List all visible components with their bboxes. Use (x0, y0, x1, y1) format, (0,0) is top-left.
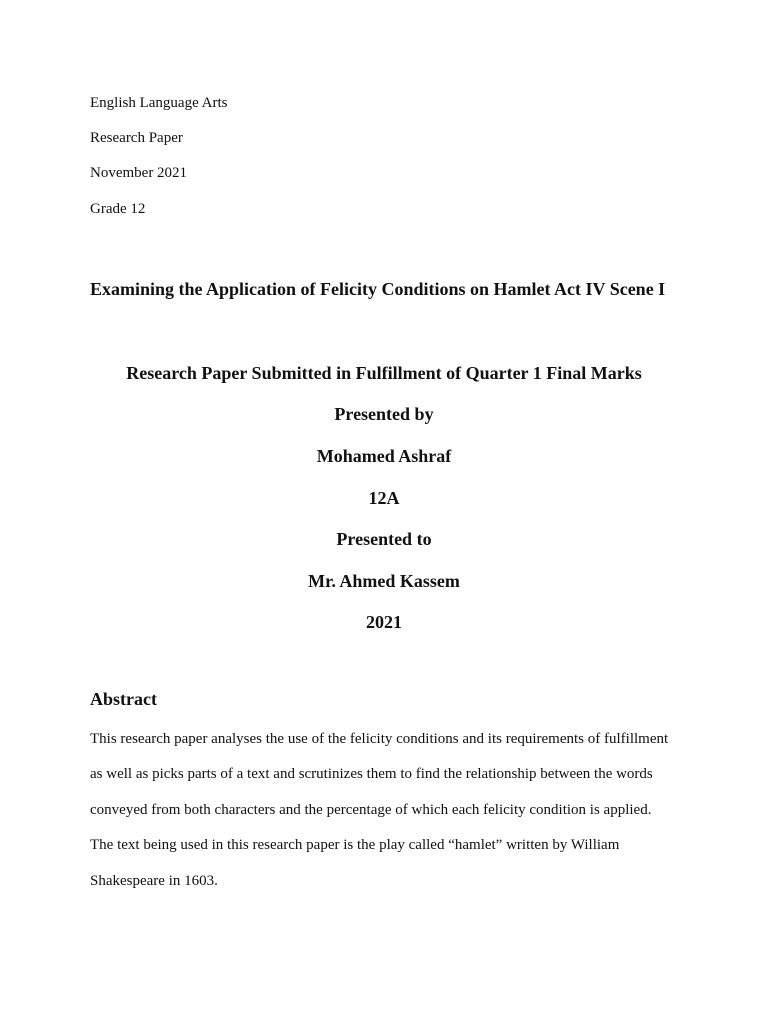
subject-line: English Language Arts (90, 95, 228, 111)
abstract-line: This research paper analyses the use of the felicity conditions and its requirements of fulfillment (90, 731, 669, 747)
year: 2021 (366, 612, 402, 632)
presented-by-label: Presented by (334, 404, 434, 424)
author-name: Mohamed Ashraf (316, 446, 452, 466)
teacher-name: Mr. Ahmed Kassem (308, 571, 460, 591)
abstract-line: conveyed from both characters and the percentage of which each felicity condition is applied. (90, 802, 652, 818)
paper-type-line: Research Paper (90, 130, 183, 146)
abstract-line: The text being used in this research paper is the play called “hamlet” written by William (90, 837, 620, 853)
submission-statement: Research Paper Submitted in Fulfillment of Quarter 1 Final Marks (126, 363, 642, 383)
grade-line: Grade 12 (90, 201, 146, 217)
abstract-heading: Abstract (90, 689, 157, 709)
class-name: 12A (368, 488, 400, 508)
abstract-line: Shakespeare in 1603. (90, 873, 218, 889)
date-line: November 2021 (90, 165, 188, 181)
presented-to-label: Presented to (336, 529, 432, 549)
paper-title: Examining the Application of Felicity Conditions on Hamlet Act IV Scene I (90, 279, 666, 299)
abstract-line: as well as picks parts of a text and scrutinizes them to find the relationship between the words (90, 766, 653, 782)
